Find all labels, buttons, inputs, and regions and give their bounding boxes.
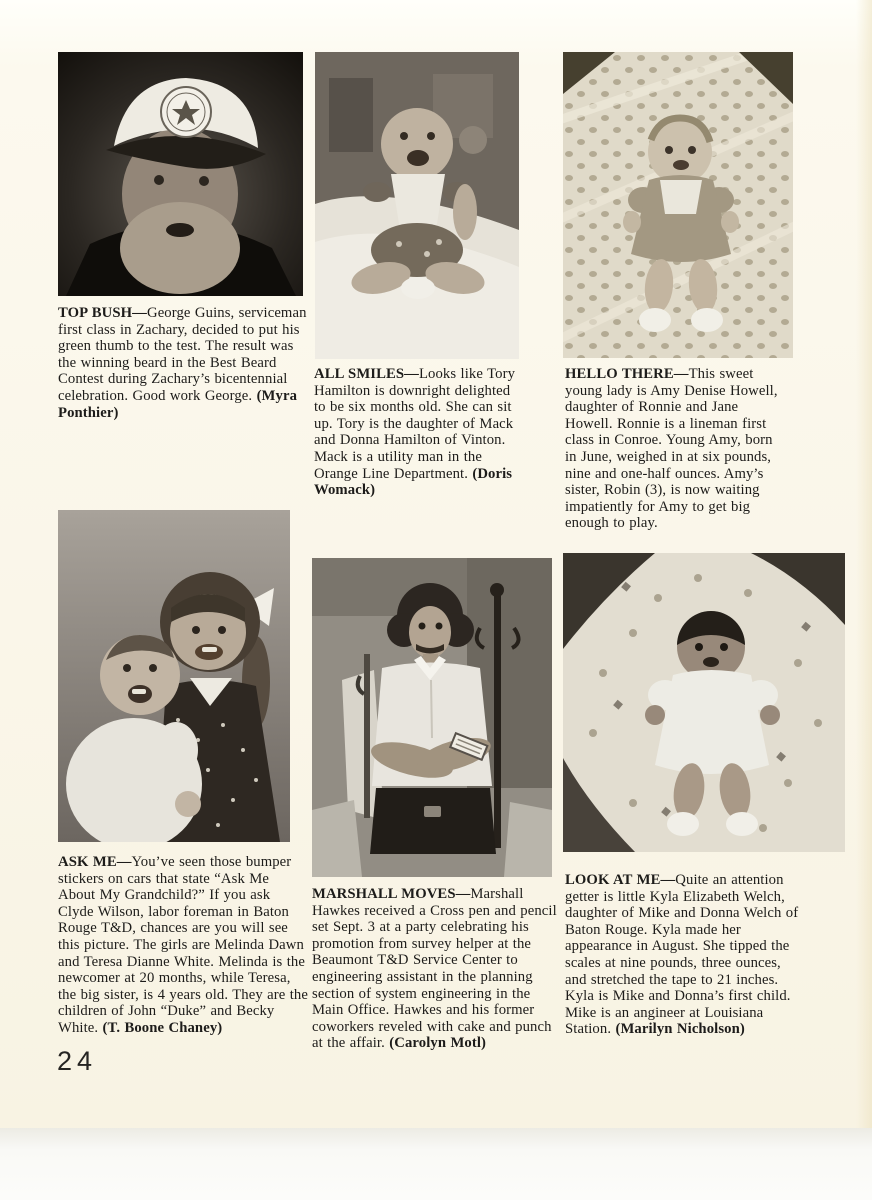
photo-look-at-me <box>563 553 845 852</box>
caption-body: Looks like Tory Hamilton is downright delighted to be six months old. She can sit up. Tory is the daughter of Mack and Donna Hamilton of Vinton. Mack is a utility man in the Orange Line Department. <box>314 366 516 482</box>
caption-hello-there <box>565 366 785 532</box>
caption-body: You’ve seen those bumper stickers on cars that state “Ask Me About My Grandchild?” If you ask Clyde Wilson, labor foreman in Baton Rouge T&D, chances are you will see this picture. The girls are Melinda Dawn and Teresa Dianne White. Melinda is the newcomer at 20 months, while Teresa, the big sister, is 4 years old. They are the children of John “Duke” and Becky White. <box>58 854 308 1036</box>
photo-marshall-moves <box>312 558 552 877</box>
caption-body: Quite an attention getter is little Kyla Elizabeth Welch, daughter of Mike and Donna Welch of Baton Rouge. Kyla made her appearance in August. She tipped the scales at nine pounds, three ounces, and stretched the tape to 21 inches. Kyla is Mike and Donna’s first child. Mike is an angineer at Louisiana Station. <box>565 872 799 1038</box>
caption-lead: ALL SMILES— <box>314 366 419 382</box>
page-number: 24 <box>57 1046 98 1076</box>
caption-lead: LOOK AT ME— <box>565 872 676 888</box>
man-with-pen-set-image <box>312 558 552 877</box>
two-sisters-image <box>58 510 290 842</box>
photo-ask-me <box>58 510 290 842</box>
bearded-man-image <box>58 52 303 296</box>
caption-lead: MARSHALL MOVES— <box>312 886 471 902</box>
photo-all-smiles <box>315 52 519 359</box>
caption-lead: TOP BUSH— <box>58 305 147 321</box>
scanner-background-strip <box>0 1128 872 1200</box>
photo-top-bush <box>58 52 303 296</box>
caption-look-at-me <box>565 872 805 1038</box>
paper-edge-shading <box>856 0 872 1128</box>
caption-credit: (Marilyn Nicholson) <box>615 1021 745 1038</box>
caption-body: George Guins, serviceman first class in Zachary, decided to put his green thumb to the test. The result was the winning beard in the Best Beard Contest during Zachary’s bicentennial celebration. Good work George. <box>58 305 307 404</box>
caption-top-bush <box>58 305 312 421</box>
caption-body: Marshall Hawkes received a Cross pen and pencil set Sept. 3 at a party celebrating his promotion from survey helper at the Beaumont T&D Service Center to engineering assistant in the planning section of system engineering in the Main Office. Hawkes and his former coworkers reveled with cake and punch at the affair. <box>312 886 557 1052</box>
caption-credit: (Carolyn Motl) <box>389 1035 487 1052</box>
caption-lead: HELLO THERE— <box>565 366 689 382</box>
baby-on-quilt-image <box>563 52 793 358</box>
caption-ask-me <box>58 854 308 1037</box>
caption-credit: (Doris Womack) <box>314 465 513 499</box>
caption-credit: (Myra Ponthier) <box>58 387 298 421</box>
photo-hello-there <box>563 52 793 358</box>
caption-marshall-moves <box>312 886 562 1052</box>
caption-credit: (T. Boone Chaney) <box>102 1019 223 1036</box>
caption-body: This sweet young lady is Amy Denise Howell, daughter of Ronnie and Jane Howell. Ronnie is a lineman first class in Conroe. Young Amy, born in June, weighed in at six pounds, nine and one-half ounces. Amy’s sister, Robin (3), is now waiting impatiently for Amy to get big enough to play. <box>565 366 778 532</box>
caption-all-smiles <box>314 366 522 499</box>
caption-lead: ASK ME— <box>58 854 132 870</box>
sitting-baby-image <box>315 52 519 359</box>
baby-on-floral-blanket-image <box>563 553 845 852</box>
